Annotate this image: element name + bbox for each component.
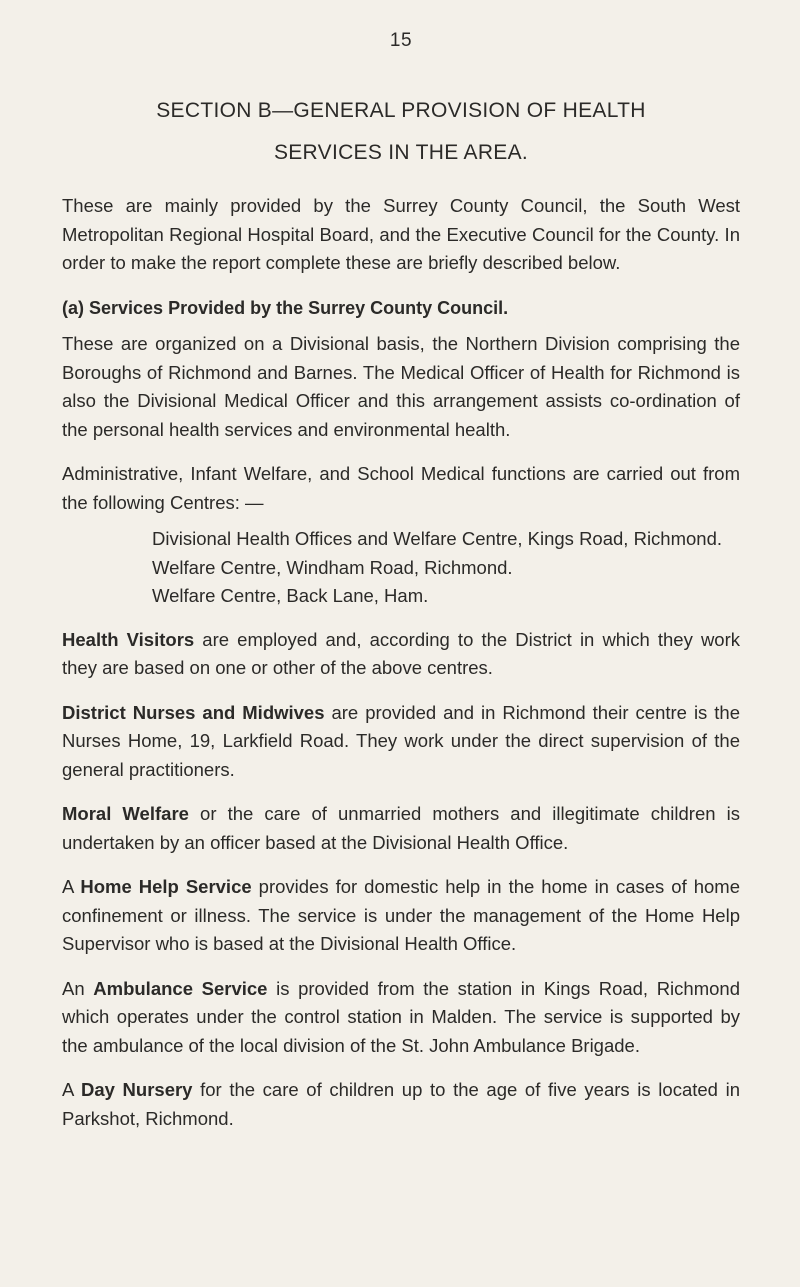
paragraph-prefix: An bbox=[62, 977, 94, 999]
home-help-paragraph bbox=[62, 873, 740, 959]
paragraph-text: for the care of children up to the age of five years is located in Parkshot, Richmond. bbox=[62, 1079, 740, 1129]
list-item: Divisional Health Offices and Welfare Centre, Kings Road, Richmond. bbox=[152, 528, 723, 549]
list-item: Welfare Centre, Back Lane, Ham. bbox=[152, 585, 429, 606]
district-nurses-paragraph bbox=[62, 699, 740, 785]
list-item: Welfare Centre, Windham Road, Richmond. bbox=[152, 556, 513, 578]
paragraph-lead: Day Nursery bbox=[80, 1079, 193, 1100]
intro-paragraph: These are mainly provided by the Surrey County Council, the South West Metropolitan Regional Hospital Board, and the Executive Council for the County. In order to make the report complete these are briefly described below. bbox=[62, 195, 740, 273]
paragraph-lead: District Nurses and Midwives bbox=[62, 701, 325, 723]
centres-intro: Administrative, Infant Welfare, and School Medical functions are carried out from the following Centres: — bbox=[62, 463, 740, 513]
section-title-line-1: SECTION B—GENERAL PROVISION OF HEALTH bbox=[156, 99, 646, 122]
paragraph-text: is provided from the station in Kings Road, Richmond which operates under the control station in Malden. The service is supported by the ambulance of the local division of the St. John Ambulance Brigade. bbox=[62, 977, 740, 1056]
paragraph-text: are employed and, according to the District in which they work they are based on one or other of the above centres. bbox=[62, 628, 741, 678]
subsection-a-paragraph: These are organized on a Divisional basis, the Northern Division comprising the Boroughs of Richmond and Barnes. The Medical Officer of Health for Richmond is also the Divisional Medical Officer and this arrangement assists co-ordination of the personal health services and environmental health. bbox=[62, 333, 740, 440]
paragraph-lead: Moral Welfare bbox=[62, 803, 189, 824]
paragraph-text: are provided and in Richmond their centre is the Nurses Home, 19, Larkfield Road. They work under the direct supervision of the general practitioners. bbox=[62, 701, 740, 780]
paragraph-lead: Health Visitors bbox=[62, 628, 195, 650]
moral-welfare-paragraph bbox=[62, 800, 740, 857]
paragraph-prefix: A bbox=[62, 1079, 81, 1100]
paragraph-prefix: A bbox=[62, 876, 81, 897]
paragraph-text: provides for domestic help in the home in cases of home confinement or illness. The service is under the management of the Home Help Supervisor who is based at the Divisional Health Office. bbox=[62, 876, 740, 954]
subsection-a-heading: (a) Services Provided by the Surrey County Council. bbox=[62, 297, 509, 318]
page-number: 15 bbox=[389, 30, 413, 51]
paragraph-lead: Home Help Service bbox=[80, 876, 252, 897]
paragraph-text: or the care of unmarried mothers and illegitimate children is undertaken by an officer based at the Divisional Health Office. bbox=[62, 803, 740, 853]
document-page bbox=[62, 30, 740, 1149]
ambulance-paragraph bbox=[62, 975, 740, 1061]
health-visitors-paragraph bbox=[62, 626, 740, 683]
day-nursery-paragraph bbox=[62, 1076, 740, 1133]
section-title-line-2: SERVICES IN THE AREA. bbox=[273, 141, 529, 164]
centres-list bbox=[62, 525, 740, 611]
paragraph-lead: Ambulance Service bbox=[93, 977, 268, 999]
section-title bbox=[62, 90, 740, 174]
